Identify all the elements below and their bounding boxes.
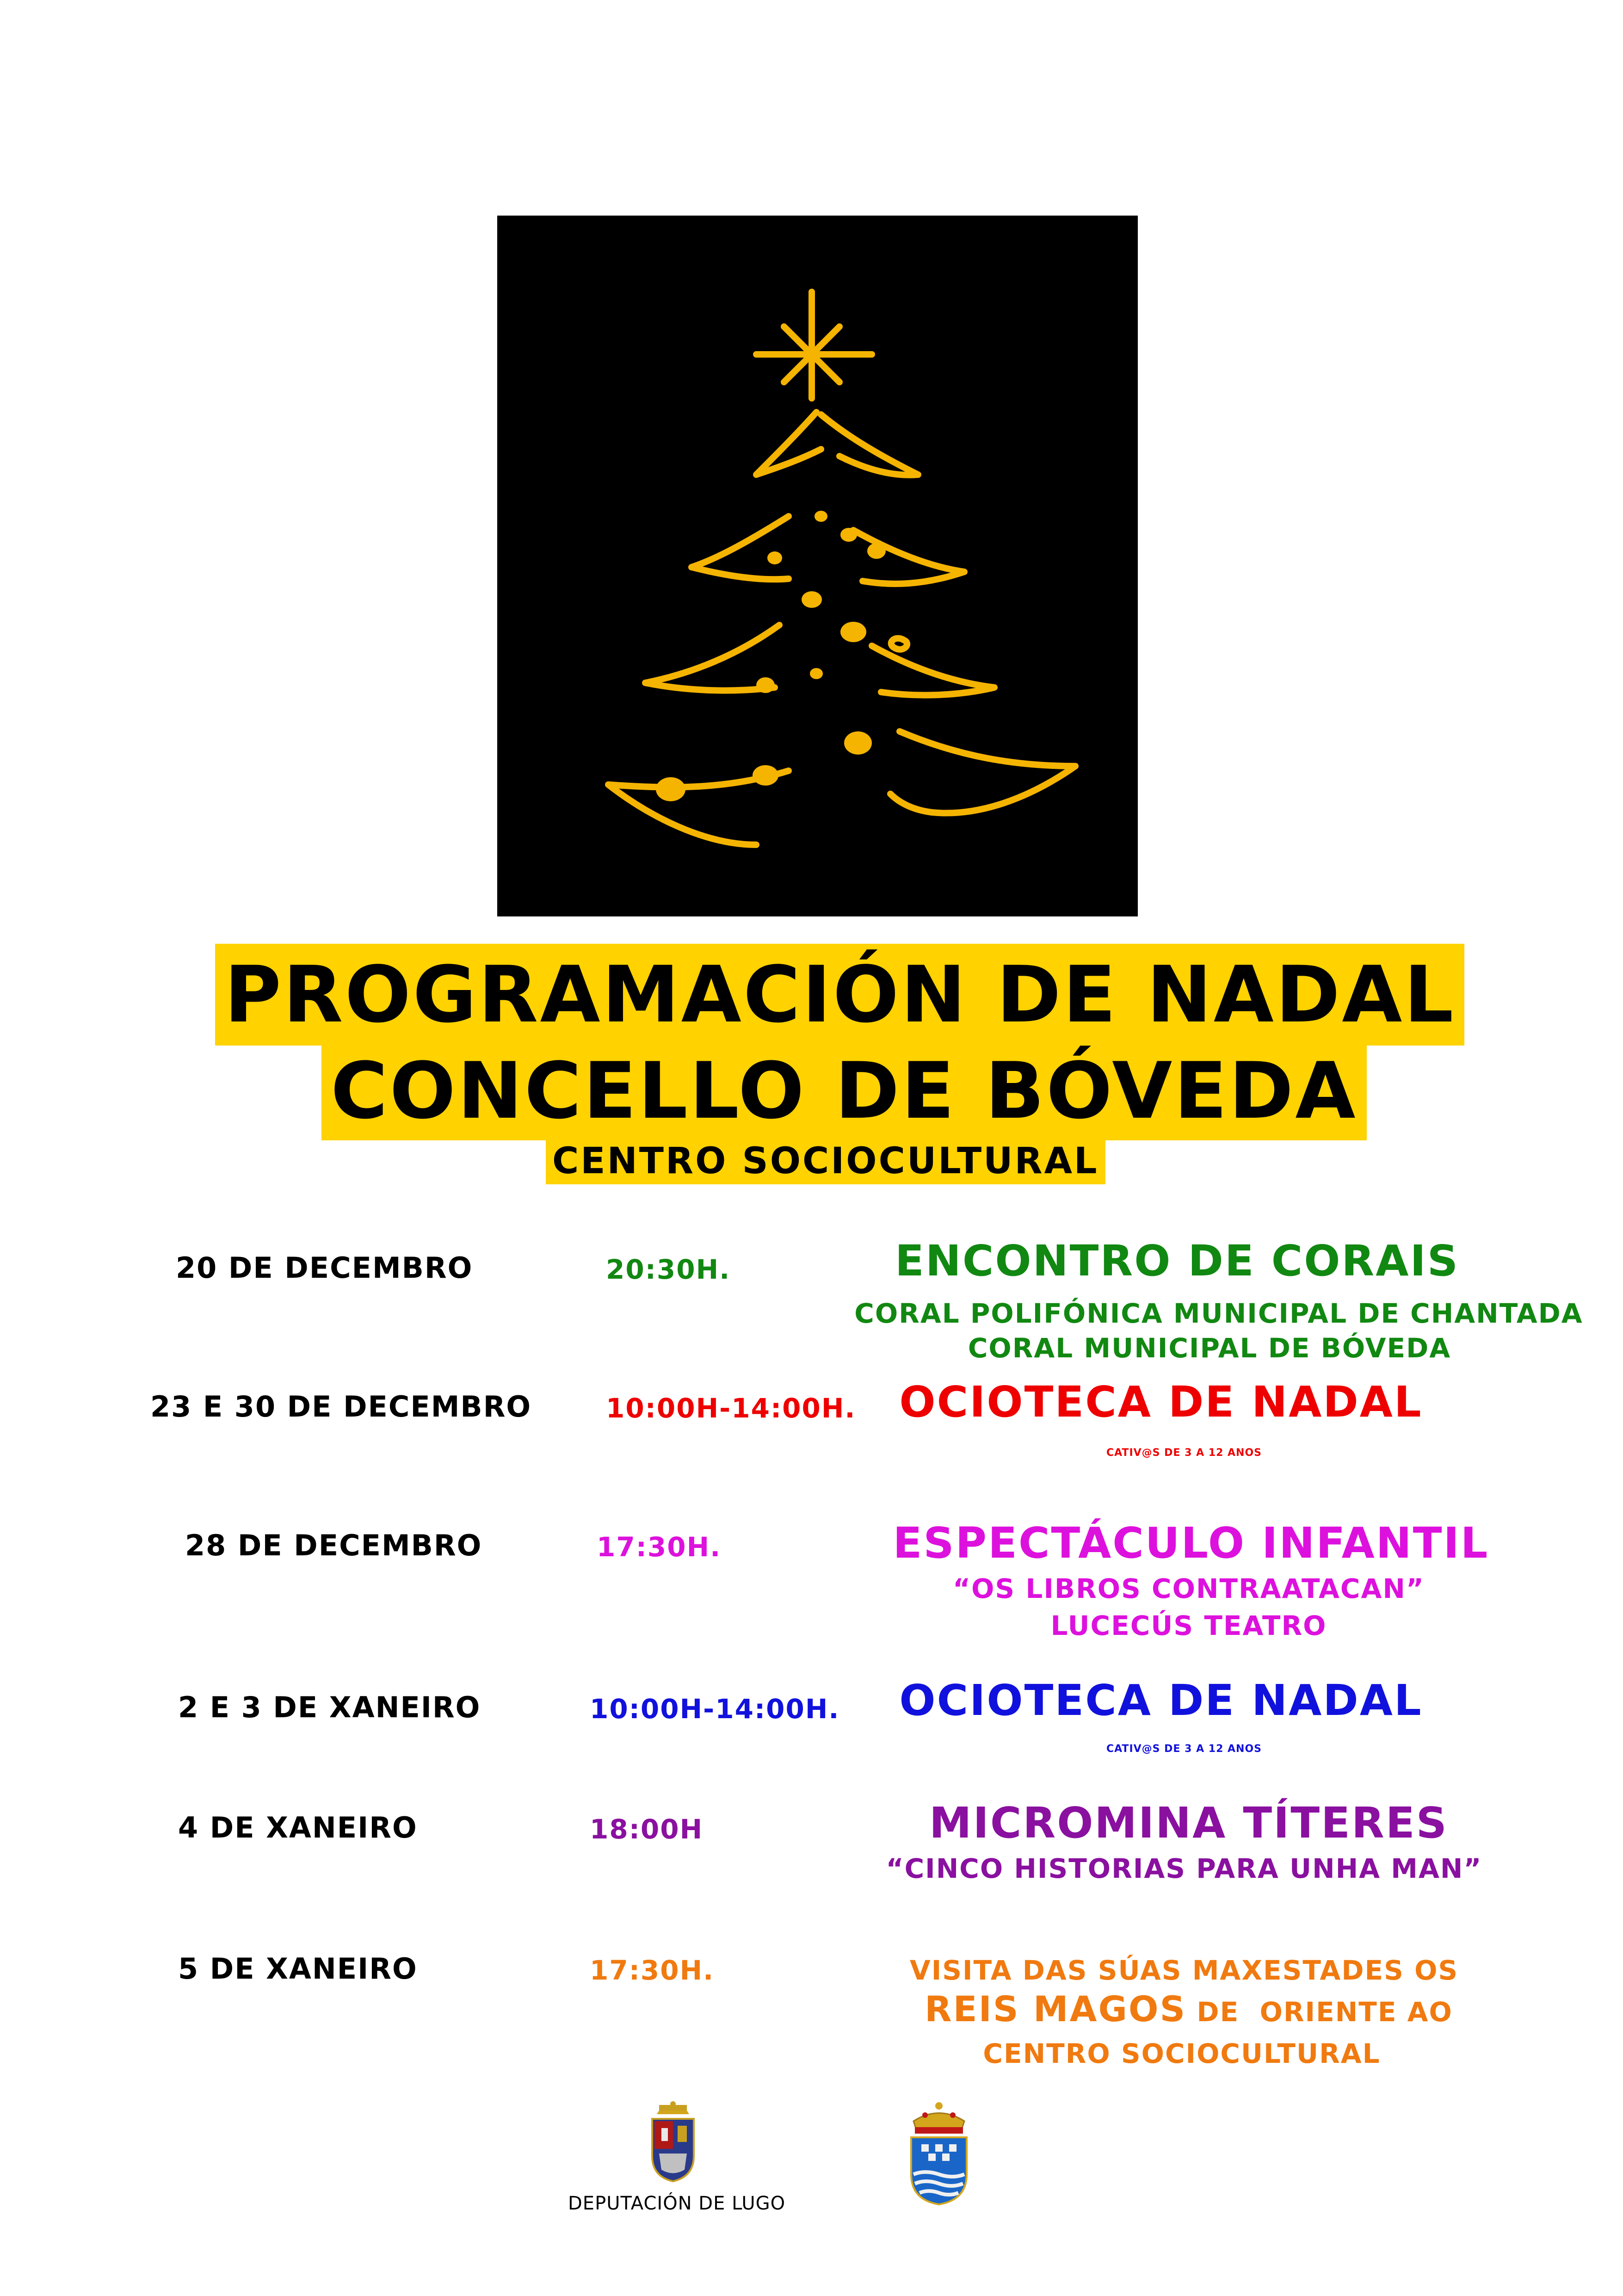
event-date: 4 DE XANEIRO bbox=[178, 1811, 418, 1844]
event-date: 28 DE DECEMBRO bbox=[185, 1529, 482, 1562]
christmas-tree-image bbox=[497, 216, 1138, 916]
oriente-label: ORIENTE AO bbox=[1259, 1996, 1453, 2028]
event-detail: CORAL POLIFÓNICA MUNICIPAL DE CHANTADA bbox=[854, 1298, 1583, 1329]
event-date: 20 DE DECEMBRO bbox=[176, 1251, 473, 1285]
event-title: ENCONTRO DE CORAIS bbox=[895, 1236, 1459, 1286]
event-time: 17:30H. bbox=[597, 1531, 722, 1563]
event-title-line bbox=[925, 1988, 1453, 2030]
event-detail: LUCECÚS TEATRO bbox=[1050, 1610, 1327, 1641]
page-title: PROGRAMACIÓN DE NADAL bbox=[215, 944, 1464, 1046]
event-note: CATIV@S DE 3 A 12 ANOS bbox=[1106, 1743, 1262, 1755]
event-date: 23 E 30 DE DECEMBRO bbox=[150, 1390, 532, 1423]
event-time: 10:00H-14:00H. bbox=[606, 1392, 856, 1424]
event-detail: CORAL MUNICIPAL DE BÓVEDA bbox=[968, 1332, 1451, 1364]
event-title: OCIOTECA DE NADAL bbox=[899, 1377, 1423, 1427]
deputacion-label: DEPUTACIÓN DE LUGO bbox=[568, 2193, 786, 2214]
event-time: 17:30H. bbox=[590, 1955, 715, 1986]
christmas-tree-icon bbox=[497, 216, 1138, 916]
page-subtitle: CONCELLO DE BÓVEDA bbox=[321, 1041, 1367, 1140]
reis-magos-label: REIS MAGOS bbox=[925, 1988, 1187, 2030]
event-detail: CENTRO SOCIOCULTURAL bbox=[983, 2038, 1381, 2069]
event-time: 10:00H-14:00H. bbox=[590, 1693, 840, 1725]
venue-label: CENTRO SOCIOCULTURAL bbox=[546, 1138, 1105, 1184]
event-time: 20:30H. bbox=[606, 1254, 731, 1285]
boveda-coat-of-arms-icon bbox=[902, 2096, 976, 2207]
event-detail: “OS LIBROS CONTRAATACAN” bbox=[952, 1573, 1425, 1604]
event-title: ESPECTÁCULO INFANTIL bbox=[893, 1518, 1489, 1568]
event-detail: “CINCO HISTORIAS PARA UNHA MAN” bbox=[886, 1853, 1482, 1884]
event-note: CATIV@S DE 3 A 12 ANOS bbox=[1106, 1447, 1262, 1459]
event-detail: VISITA DAS SÚAS MAXESTADES OS bbox=[909, 1955, 1459, 1986]
event-title: MICROMINA TÍTERES bbox=[929, 1798, 1448, 1848]
event-date: 2 E 3 DE XANEIRO bbox=[178, 1690, 481, 1724]
event-time: 18:00H bbox=[590, 1813, 704, 1845]
event-title: OCIOTECA DE NADAL bbox=[899, 1676, 1423, 1725]
deputacion-coat-of-arms-icon bbox=[645, 2100, 701, 2184]
de-label: DE bbox=[1186, 1996, 1260, 2028]
event-date: 5 DE XANEIRO bbox=[178, 1952, 418, 1986]
